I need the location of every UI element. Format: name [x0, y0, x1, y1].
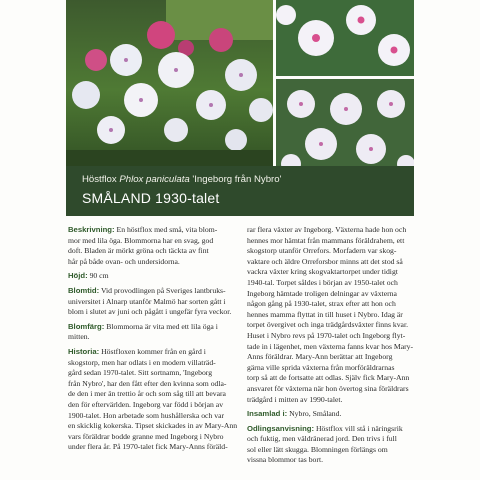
blomtid-paragraph: Blomtid: Vid provodlingen på Sveriges lantbruks- universitet i Alnarp utanför Malmö har sorten gått i blom i slutet av juni och pågått i ungefär fyra veckor.: [68, 285, 232, 317]
photo-collage: [66, 0, 414, 180]
region-title: SMÅLAND 1930-talet: [82, 190, 220, 206]
left-text-column: [68, 225, 238, 457]
blomfarg-paragraph: Blomfärg: Blommorna är vita med ett lila öga i mitten.: [68, 321, 218, 342]
caption-prefix: Höstflox: [82, 174, 120, 185]
odlingsanvisning-label: Odlingsanvisning:: [247, 423, 315, 433]
hojd-paragraph: Höjd: 90 cm: [68, 271, 109, 281]
phlox-closeup-photo: [276, 0, 414, 76]
caption-latin: Phlox paniculata: [119, 174, 190, 185]
right-text-column: [247, 225, 417, 470]
historia-paragraph: Historia: Höstfloxen kommer från en gård i skogstorp, men har odlats i en modern villaträd- gård sedan 1970-talet. Sitt sortnamn, 'Ingeborg från Nybro', har den fått efter den kvinna som odla- de den i mer än trettio år och som såg till att bevara den för eftervärlden. Ingeborg var född i början av 1900-talet. Hon arbetade som hushållerska och var en skicklig kokerska. Tipset skickades in av Mary-Ann vars föräldrar bodde granne med Ingeborg i Nybro under flera år. På 1970-talet fick Mary-Anns föräld-: [68, 346, 238, 452]
historia-continuation: rar flera växter av Ingeborg. Växterna hade hon och hennes mor hämtat från mammans föräldrahem, ett skogstorp utanför Orrefors. Morfadern var skog- vaktare och äldre Orreforsbor minns att det stod så vackra växter kring skogvaktartorpet under tidigt 1940-tal. Torpet såldes i början av 1950-talet och Ingeborg hämtade troligen delningar av växterna någon gång på 1930-talet, strax efter att hon och hennes mamma flyttat in till huset i Nybro. Idag är torpet övergivet och inga trädgårdsväxter finns kvar. Huset i Nybro revs på 1970-talet och Ingeborg flyt- tade in i lägenhet, men växterna fanns kvar hos Mary- Anns föräldrar. Mary-Ann berättar att Ingeborg gärna ville sprida växterna från morföräldrarnas torp så att de fortsatte att odlas. Själv fick Mary-Ann ansvaret för växterna när hon övertog sina föräldrars trädgård i mitten av 1990-talet.: [247, 225, 414, 404]
plant-caption: [82, 174, 402, 185]
caption-cultivar: 'Ingeborg från Nybro': [189, 174, 282, 185]
blomtid-label: Blomtid:: [68, 285, 100, 295]
beskrivning-paragraph: Beskrivning: En höstflox med små, vita blom- mor med lila öga. Blommorna har en svag, god doft. Bladen är mörkt gröna och täckta av fint hår på både ovan- och undersidorna.: [68, 225, 218, 266]
insamlad-paragraph: Insamlad i: Nybro, Småland.: [247, 409, 342, 419]
phlox-garden-photo: [66, 0, 273, 180]
blomfarg-label: Blomfärg:: [68, 321, 105, 331]
hojd-label: Höjd:: [68, 271, 88, 281]
insamlad-label: Insamlad i:: [247, 409, 288, 419]
phlox-cluster-photo: [276, 79, 414, 180]
beskrivning-label: Beskrivning:: [68, 225, 115, 234]
historia-label: Historia:: [68, 346, 100, 356]
odlingsanvisning-paragraph: Odlingsanvisning: Höstflox vill stå i näringsrik och fuktig, men väldränerad jord. Den trivs i full sol eller lätt skugga. Blomningen förlängs om vissna blommor tas bort.: [247, 423, 403, 465]
